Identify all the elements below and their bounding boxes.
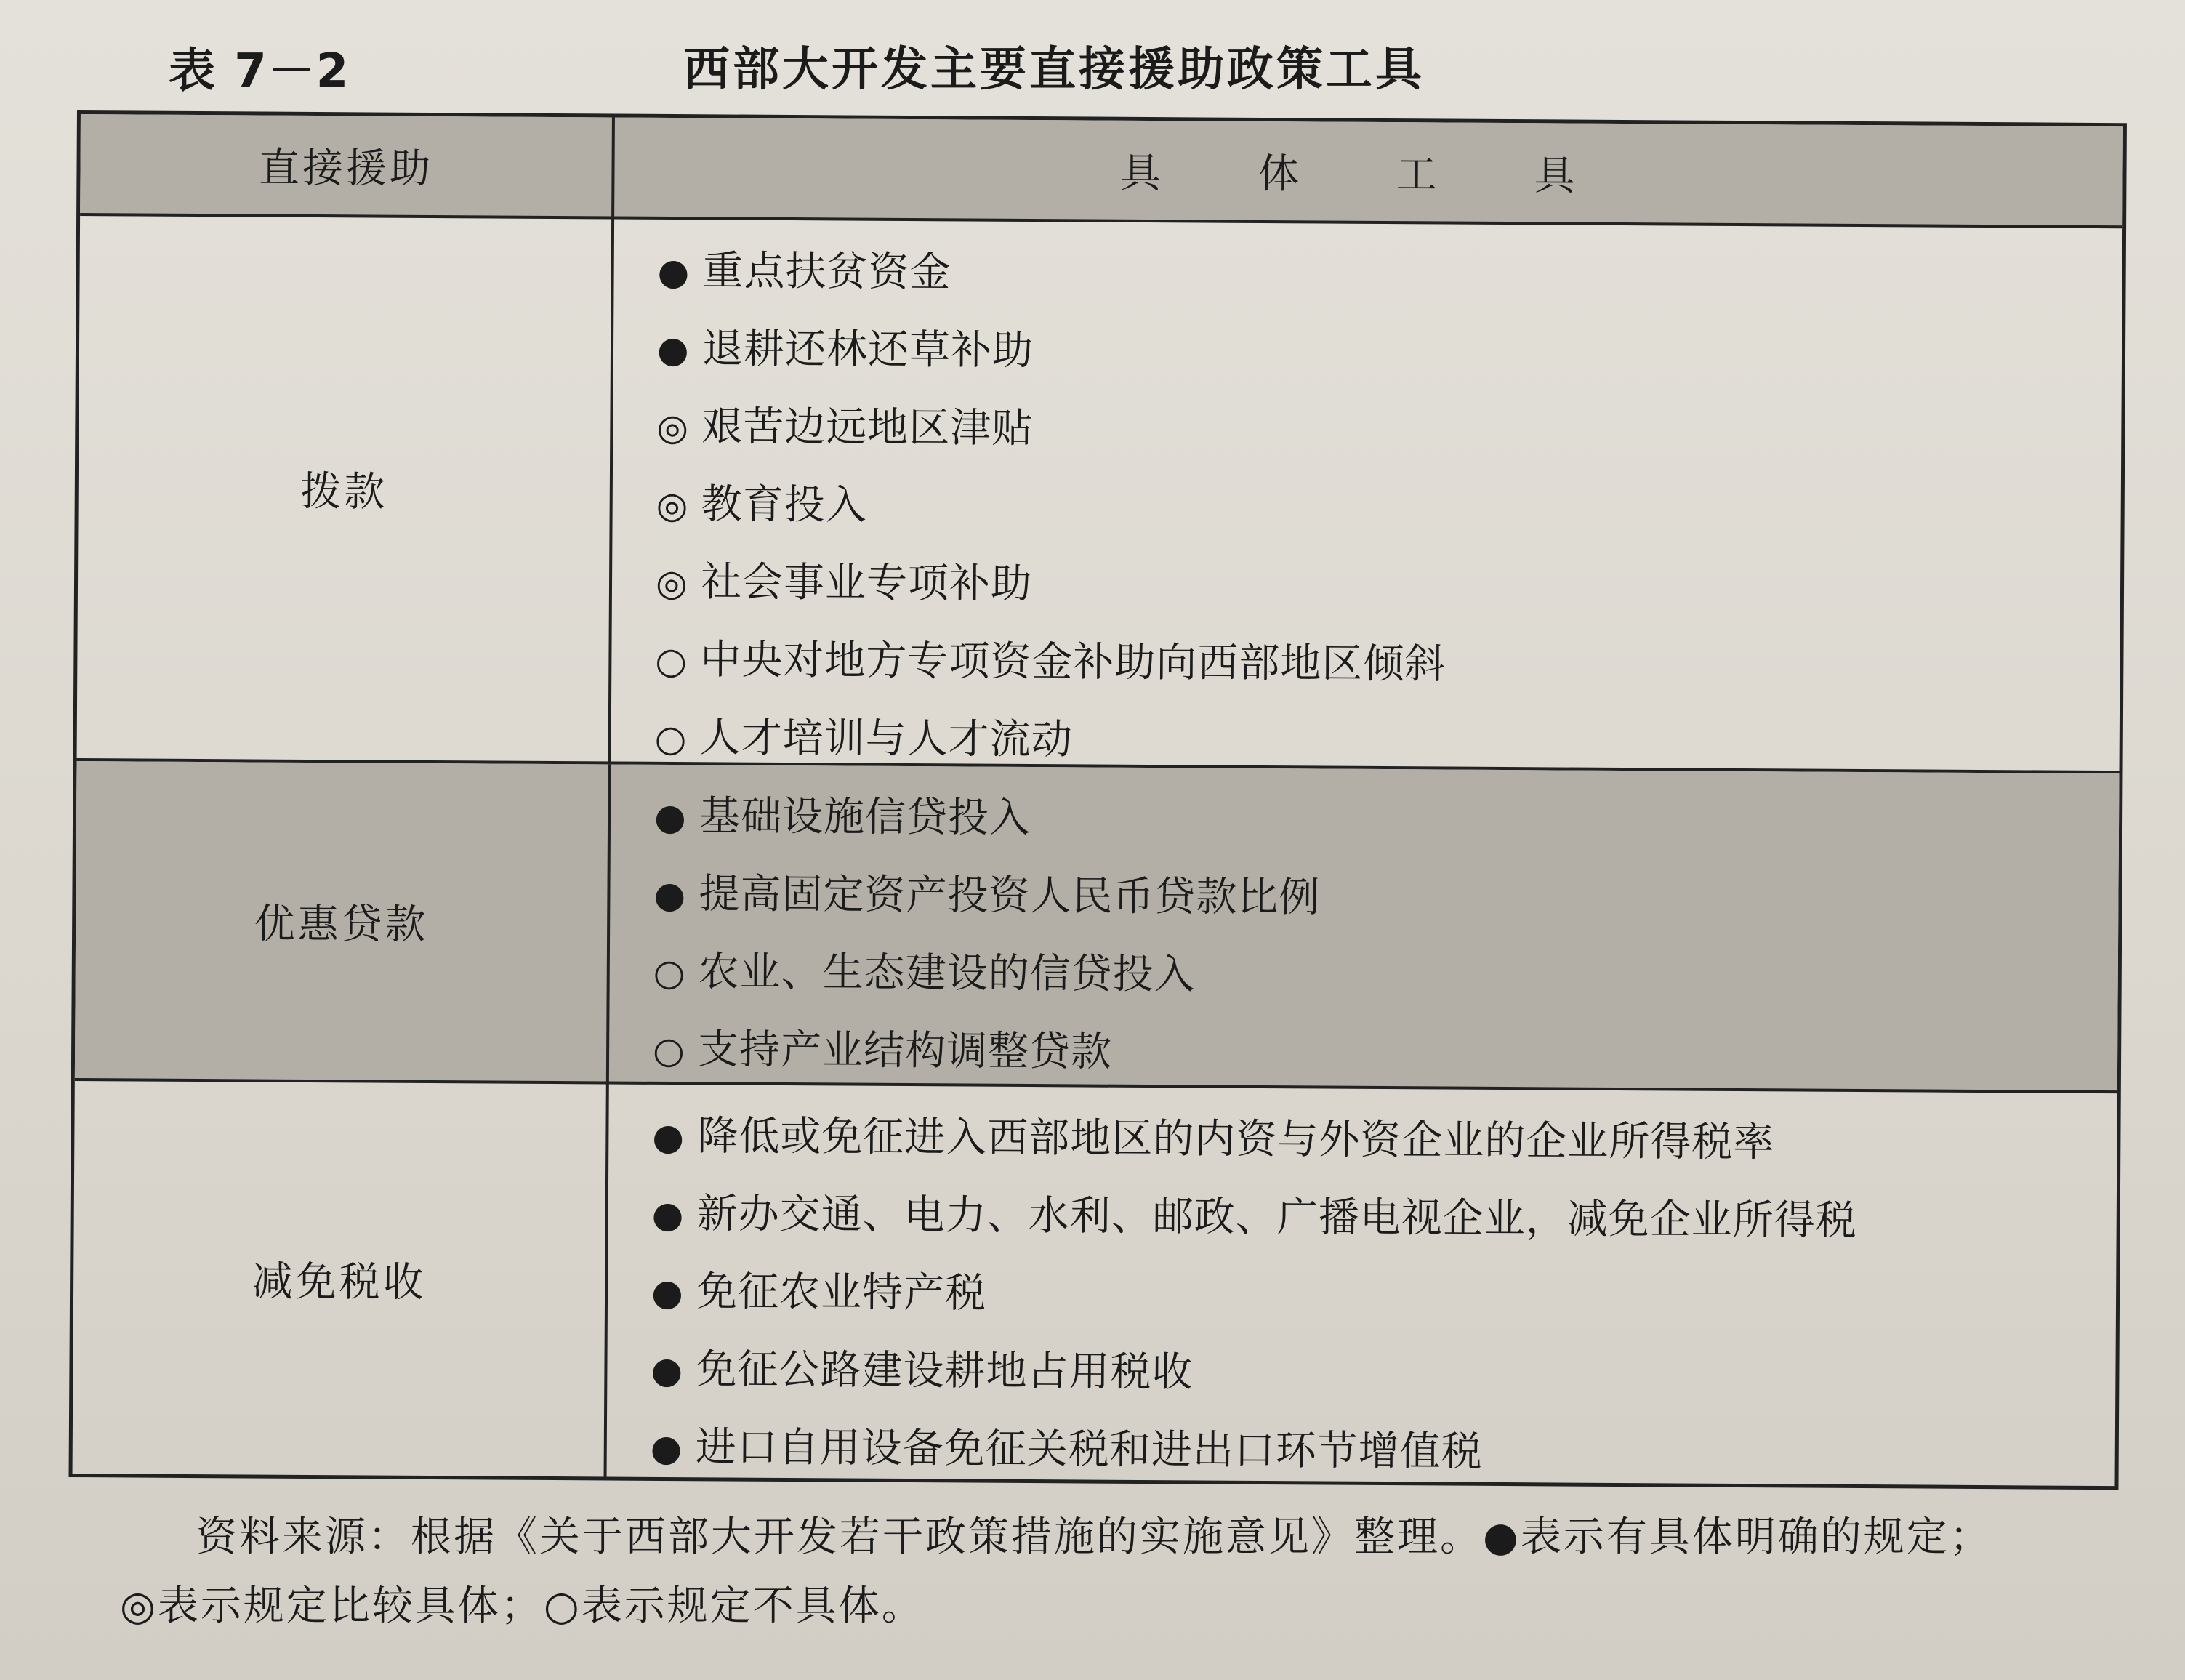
- list-item: [655, 622, 1446, 704]
- item-text: 退耕还林还草补助: [701, 325, 1034, 375]
- symbol: ●: [657, 250, 691, 294]
- category-cell: 优惠贷款: [75, 761, 611, 1081]
- tools-cell: [611, 220, 2123, 771]
- source-note-line-1: 资料来源：根据《关于西部大开发若干政策措施的实施意见》整理。●表示有具体明确的规定；: [196, 1514, 1992, 1561]
- item-text: 艰苦边远地区津贴: [701, 403, 1034, 453]
- list-item: [654, 778, 1321, 860]
- list-item: [653, 856, 1321, 938]
- list-item: [651, 1253, 1857, 1338]
- item-text: 支持产业结构调整贷款: [697, 1026, 1113, 1076]
- item-text: 免征公路建设耕地占用税收: [696, 1346, 1194, 1396]
- symbol: ●: [653, 873, 687, 917]
- list-item: [656, 544, 1447, 627]
- symbol: ○: [654, 717, 688, 760]
- item-text: 进口自用设备免征关税和进出口环节增值税: [695, 1423, 1483, 1476]
- symbol: ●: [651, 1193, 685, 1237]
- symbol: ●: [656, 328, 690, 371]
- list-item: [656, 466, 1447, 549]
- symbol: ○: [652, 1029, 685, 1072]
- symbol: ◎: [655, 561, 688, 605]
- list-item: [653, 933, 1320, 1016]
- list-item: [650, 1409, 1856, 1494]
- symbol: ●: [653, 795, 687, 839]
- list-item: [651, 1331, 1856, 1416]
- list-item: [657, 310, 1449, 393]
- symbol: ●: [651, 1271, 684, 1314]
- tools-list: [654, 233, 1449, 782]
- col-header-direct-aid: 直接援助: [80, 114, 615, 216]
- col-header-tools: 具 体 工 具: [1120, 149, 1617, 200]
- symbol: ●: [651, 1349, 684, 1392]
- item-text: 社会事业专项补助: [700, 558, 1033, 608]
- list-item: [652, 1098, 1858, 1183]
- table-number: 表 7－2: [169, 44, 350, 98]
- symbol: ●: [652, 1115, 685, 1159]
- item-text: 提高固定资产投资人民币贷款比例: [699, 870, 1321, 922]
- policy-table: [69, 110, 2127, 1490]
- table-row: [75, 761, 2120, 1093]
- tools-list: [650, 1098, 1857, 1494]
- tools-cell: [607, 1084, 2117, 1486]
- table-header: [0, 26, 2185, 106]
- symbol: ◎: [656, 406, 690, 449]
- symbol: ○: [655, 639, 688, 683]
- source-note-line-2: ◎表示规定比较具体；○表示规定不具体。: [120, 1583, 925, 1630]
- table-header-row: [80, 114, 2123, 228]
- symbol: ●: [650, 1426, 683, 1470]
- category-cell: 减免税收: [73, 1081, 609, 1476]
- table-title: 西部大开发主要直接援助政策工具: [683, 43, 1425, 97]
- symbol: ○: [653, 951, 686, 994]
- tools-cell: [609, 765, 2120, 1091]
- list-item: [656, 388, 1448, 471]
- item-text: 教育投入: [701, 481, 867, 529]
- item-text: 基础设施信贷投入: [699, 792, 1031, 843]
- item-text: 农业、生态建设的信贷投入: [698, 948, 1196, 999]
- item-text: 新办交通、电力、水利、邮政、广播电视企业，减免企业所得税: [696, 1190, 1857, 1245]
- list-item: [653, 1011, 1320, 1093]
- item-text: 免征农业特产税: [696, 1268, 987, 1317]
- item-text: 中央对地方专项资金补助向西部地区倾斜: [700, 636, 1446, 688]
- col-header-cell: [614, 118, 2123, 226]
- table-row: [73, 1081, 2117, 1486]
- symbol: ◎: [656, 483, 689, 527]
- table-row: [77, 216, 2123, 773]
- item-text: 降低或免征进入西部地区的内资与外资企业的企业所得税率: [697, 1112, 1775, 1167]
- item-text: 重点扶贫资金: [702, 247, 951, 297]
- category-cell: 拨款: [77, 216, 615, 761]
- item-text: 人才培训与人才流动: [699, 714, 1073, 764]
- tools-list: [653, 778, 1321, 1093]
- list-item: [651, 1175, 1857, 1261]
- list-item: [657, 233, 1449, 315]
